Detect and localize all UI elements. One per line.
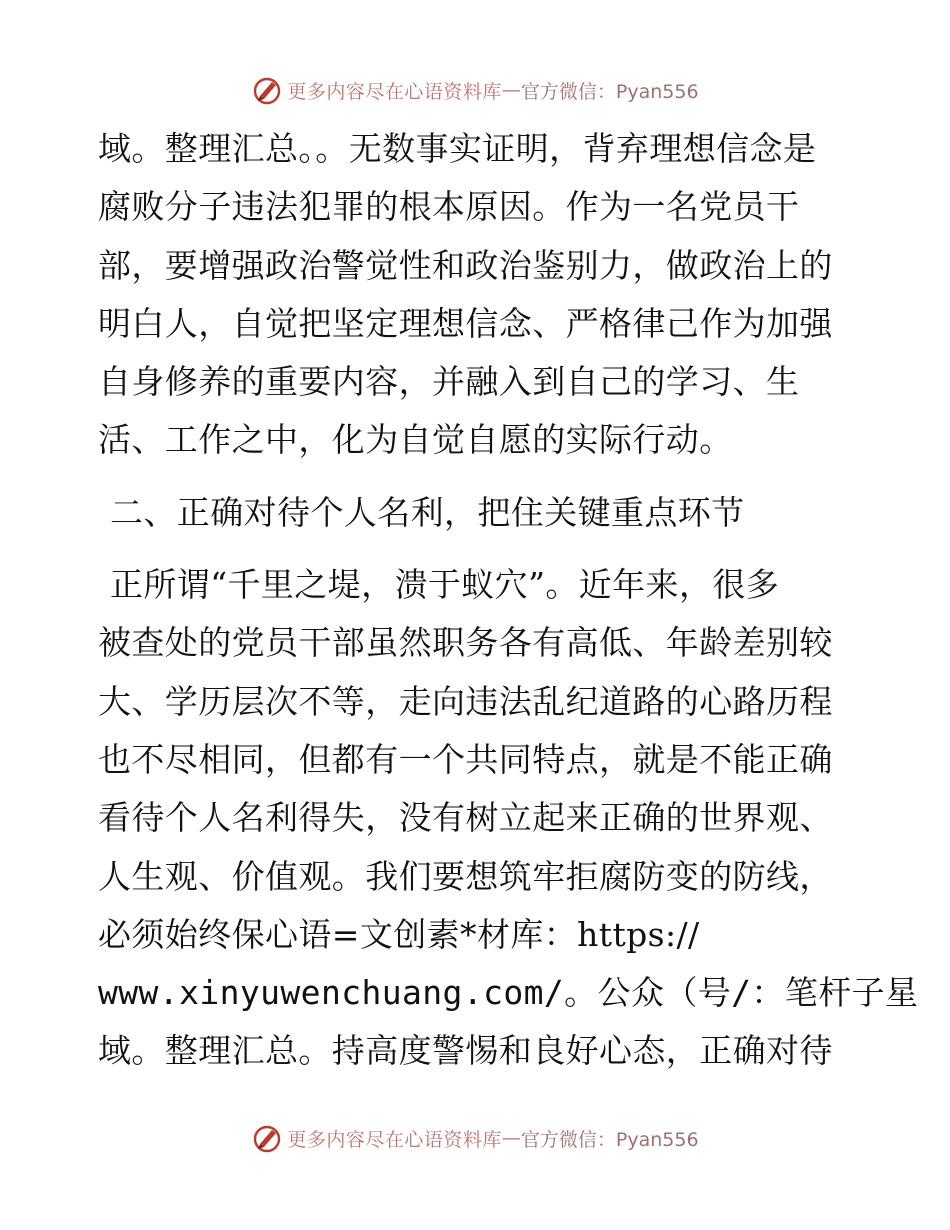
body-line: 看待个人名利得失，没有树立起来正确的世界观、 xyxy=(98,798,833,838)
header-banner-separator: — xyxy=(501,79,521,101)
body-line: 自身修养的重要内容，并融入到自己的学习、生 xyxy=(98,362,800,402)
body-line: 被查处的党员干部虽然职务各有高低、年龄差别较 xyxy=(98,623,833,663)
body-line: 必须始终保心语=文创素*材库：https:// xyxy=(98,914,700,954)
pen-logo-icon xyxy=(251,1122,283,1154)
header-banner-wechat: 官方微信：Pyan556 xyxy=(520,80,699,103)
body-line: 明白人，自觉把坚定理想信念、严格律己作为加强 xyxy=(98,303,833,343)
document-body xyxy=(98,120,919,1081)
footer-banner-wechat: 官方微信：Pyan556 xyxy=(520,1128,699,1151)
body-line: 腐败分子违法犯罪的根本原因。作为一名党员干 xyxy=(98,187,800,227)
footer-watermark xyxy=(0,1118,950,1158)
footer-banner-text: 更多内容尽在心语资料库 xyxy=(287,1128,502,1151)
header-banner-text: 更多内容尽在心语资料库 xyxy=(287,80,502,103)
body-line: 大、学历层次不等，走向违法乱纪道路的心路历程 xyxy=(98,681,833,721)
body-line: 活、工作之中，化为自觉自愿的实际行动。 xyxy=(98,420,733,460)
body-line: 域。整理汇总。。无数事实证明，背弃理想信念是 xyxy=(98,129,817,168)
body-line: 域。整理汇总。持高度警惕和良好心态，正确对待 xyxy=(98,1031,833,1071)
footer-banner-separator: — xyxy=(501,1127,521,1149)
section-heading: 二、正确对待个人名利，把住关键重点环节 xyxy=(110,492,745,532)
body-line: 部，要增强政治警觉性和政治鉴别力，做政治上的 xyxy=(98,245,833,285)
url-line: www.xinyuwenchuang.com/。公众（号/：笔杆子星 xyxy=(98,973,919,1013)
header-watermark xyxy=(0,70,950,110)
body-line: 也不尽相同，但都有一个共同特点，就是不能正确 xyxy=(98,739,833,779)
body-line: 人生观、价值观。我们要想筑牢拒腐防变的防线， xyxy=(98,856,833,896)
body-line: 正所谓“千里之堤，溃于蚁穴”。近年来，很多 xyxy=(110,565,780,605)
pen-logo-icon xyxy=(251,74,283,106)
